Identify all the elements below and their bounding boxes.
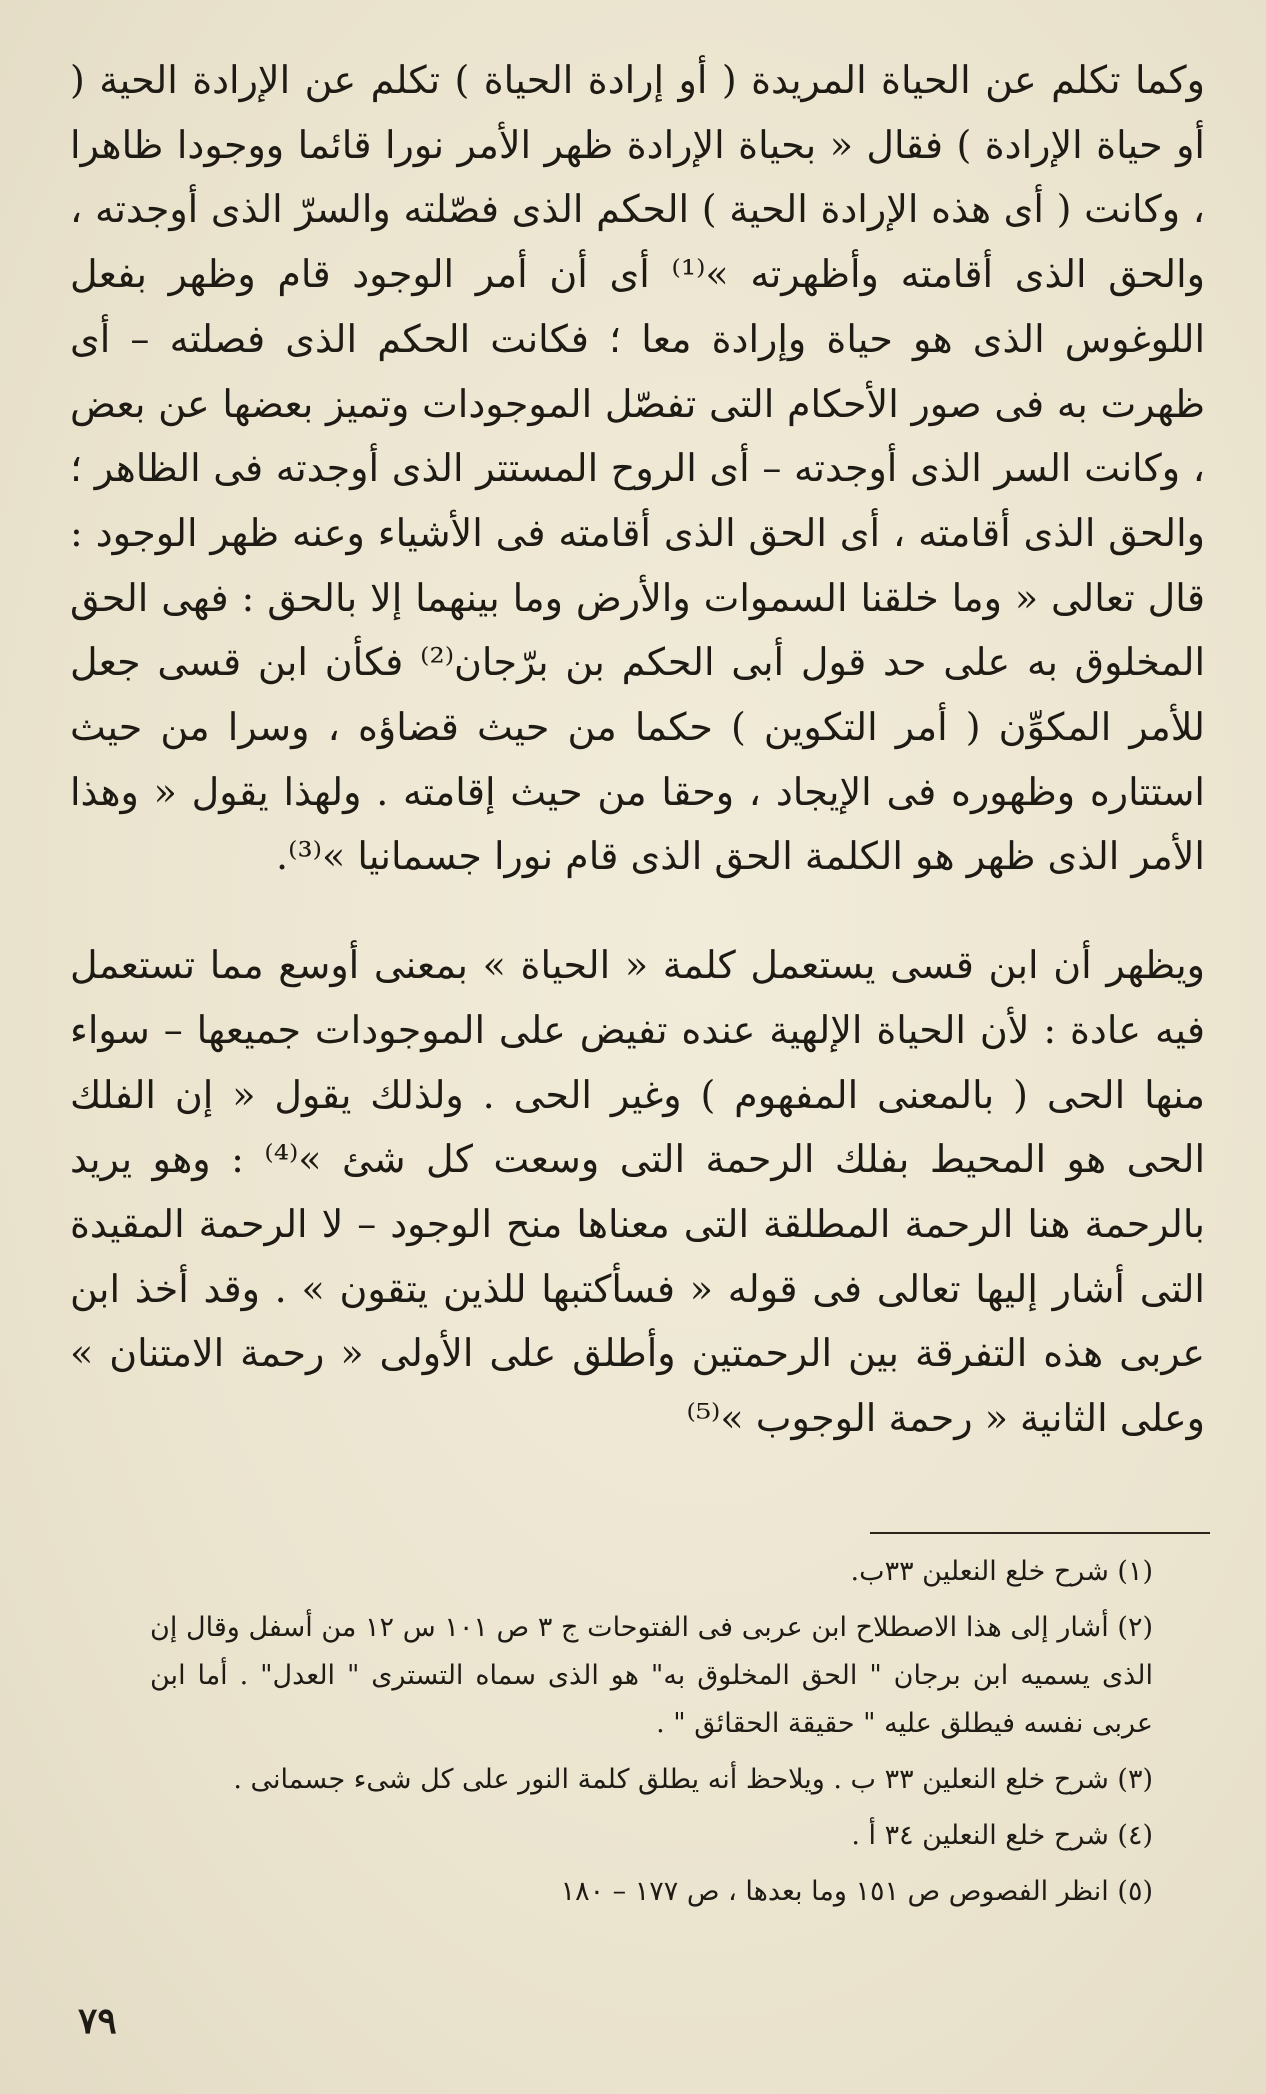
paragraph-2: ويظهر أن ابن قسى يستعمل كلمة « الحياة » بمعنى أوسع مما تستعمل فيه عادة : لأن الحياة الإلهية عنده تفيض على الموجودات جميعها – سواء منها الحى ( بالمعنى المفهوم ) وغير الحى . ولذلك يقول « إن الفلك الحى هو المحيط بفلك الرحمة التى وسعت كل شئ »⁽⁴⁾ : وهو يريد بالرحمة هنا الرحمة المطلقة التى معناها منح الوجود – لا الرحمة المقيدة التى أشار إليها تعالى فى قوله « فسأكتبها للذين يتقون » . وقد أخذ ابن عربى هذه التفرقة بين الرحمتين وأطلق على الأولى « رحمة الامتنان » وعلى الثانية « رحمة الوجوب »⁽⁵⁾ (70, 943, 1205, 1441)
footnote-2: (٢) أشار إلى هذا الاصطلاح ابن عربى فى الفتوحات ج ٣ ص ١٠١ س ١٢ من أسفل وقال إن الذى يسميه ابن برجان " الحق المخلوق به" هو الذى سماه التسترى " العدل" . أما ابن عربى نفسه فيطلق عليه " حقيقة الحقائق " . (150, 1612, 1153, 1739)
paragraph-1: وكما تكلم عن الحياة المريدة ( أو إرادة الحياة ) تكلم عن الإرادة الحية ( أو حياة الإرادة ) فقال « بحياة الإرادة ظهر الأمر نورا قائما ووجودا ظاهرا ، وكانت ( أى هذه الإرادة الحية ) الحكم الذى فصّلته والسرّ الذى أوجدته ، والحق الذى أقامته وأظهرته »⁽¹⁾ أى أن أمر الوجود قام وظهر بفعل اللوغوس الذى هو حياة وإرادة معا ؛ فكانت الحكم الذى فصلته – أى ظهرت به فى صور الأحكام التى تفصّل الموجودات وتميز بعضها عن بعض ، وكانت السر الذى أوجدته – أى الروح المستتر الذى أوجدته فى الظاهر ؛ والحق الذى أقامته ، أى الحق الذى أقامته فى الأشياء وعنه ظهر الوجود : قال تعالى « وما خلقنا السموات والأرض وما بينهما إلا بالحق : فهى الحق المخلوق به على حد قول أبى الحكم بن برّجان⁽²⁾ فكأن ابن قسى جعل للأمر المكوِّن ( أمر التكوين ) حكما من حيث قضاؤه ، وسرا من حيث استتاره وظهوره فى الإيجاد ، وحقا من حيث إقامته . ولهذا يقول « وهذا الأمر الذى ظهر هو الكلمة الحق الذى قام نورا جسمانيا »⁽³⁾. (70, 58, 1205, 879)
footnote-4: (٤) شرح خلع النعلين ٣٤ أ . (851, 1820, 1153, 1851)
footnotes (150, 1548, 1205, 1924)
footnote-3: (٣) شرح خلع النعلين ٣٣ ب . ويلاحظ أنه يطلق كلمة النور على كل شىء جسمانى . (233, 1764, 1153, 1795)
page-number: ٧٩ (78, 2000, 117, 2042)
footnote-1: (١) شرح خلع النعلين ٣٣ب. (850, 1556, 1153, 1587)
main-text (70, 48, 1205, 1451)
footnote-5: (٥) انظر الفصوص ص ١٥١ وما بعدها ، ص ١٧٧ – ١٨٠ (560, 1876, 1153, 1907)
footnote-divider (870, 1532, 1210, 1534)
